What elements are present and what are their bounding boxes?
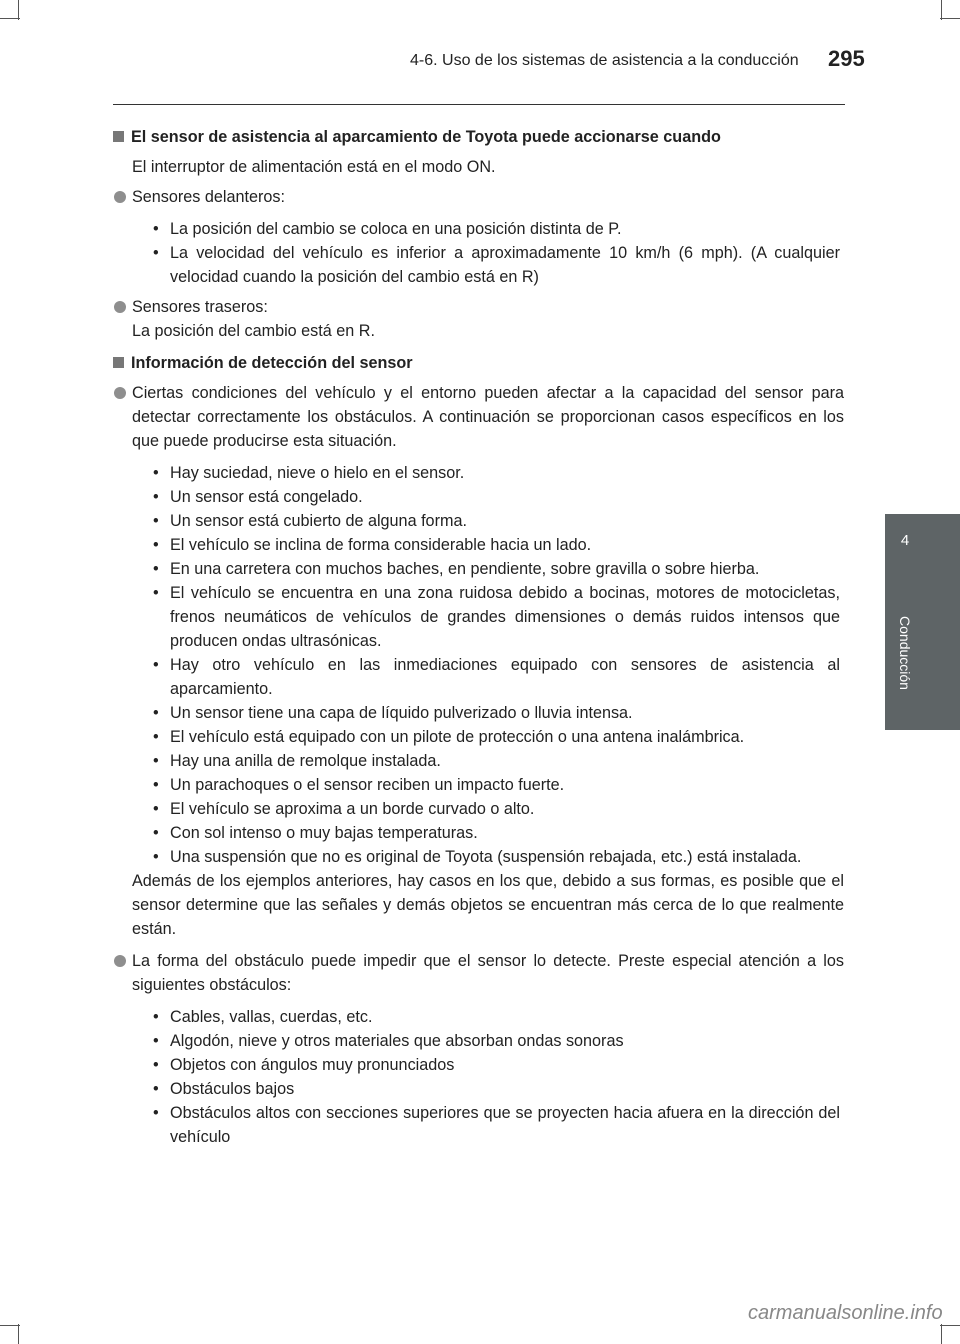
crop-mark [0,18,20,19]
crop-mark [941,1324,942,1344]
crop-mark [18,1324,19,1344]
circle-bullet: La forma del obstáculo puede impedir que el sensor lo detecte. Preste especial atención a los siguientes obstáculos: [113,949,844,997]
list-item: • Con sol intenso o muy bajas temperaturas. [170,821,844,845]
circle-bullet: Sensores traseros: [113,295,844,319]
section-heading: El sensor de asistencia al aparcamiento de Toyota puede accionarse cuando [113,125,844,149]
bullet-list [113,461,844,869]
list-item: • Algodón, nieve y otros materiales que absorban ondas sonoras [170,1029,844,1053]
list-item: • El vehículo se inclina de forma considerable hacia un lado. [170,533,844,557]
list-item: • Un sensor está cubierto de alguna forma. [170,509,844,533]
list-item: • Obstáculos altos con secciones superiores que se proyecten hacia afuera en la dirección del vehículo [170,1101,844,1149]
list-item: • El vehículo está equipado con un pilote de protección o una antena inalámbrica. [170,725,844,749]
header-divider [113,104,845,105]
page-content [113,117,844,1149]
crop-mark [0,1325,20,1326]
list-item: • En una carretera con muchos baches, en pendiente, sobre gravilla o sobre hierba. [170,557,844,581]
chapter-label-text: Conducción [897,616,913,690]
list-item: • Un sensor tiene una capa de líquido pulverizado o lluvia intensa. [170,701,844,725]
list-item: • Hay otro vehículo en las inmediaciones equipado con sensores de asistencia al aparcamiento. [170,653,844,701]
header-title: 4-6. Uso de los sistemas de asistencia a la conducción [410,52,799,69]
paragraph: Además de los ejemplos anteriores, hay casos en los que, debido a sus formas, es posible que el sensor determine que las señales y demás objetos se encuentran más cerca de lo que realmente están. [132,872,844,938]
chapter-side-tab [885,514,960,730]
paragraph: El interruptor de alimentación está en el modo ON. [132,158,496,176]
page-number: 295 [828,46,865,71]
circle-bullet: Ciertas condiciones del vehículo y el entorno pueden afectar a la capacidad del sensor para detectar correctamente los obstáculos. A continuación se proporcionan casos específicos en los que puede producirse esta situación. [113,381,844,453]
circle-bullet: Sensores delanteros: [113,185,844,209]
list-item: • El vehículo se aproxima a un borde curvado o alto. [170,797,844,821]
bullet-list [113,217,844,289]
list-item: • Un parachoques o el sensor reciben un impacto fuerte. [170,773,844,797]
list-item: • Un sensor está congelado. [170,485,844,509]
list-item: • La velocidad del vehículo es inferior a aproximadamente 10 km/h (6 mph). (A cualquier velocidad cuando la posición del cambio está en R) [170,241,844,289]
list-item: • Objetos con ángulos muy pronunciados [170,1053,844,1077]
list-item: • Cables, vallas, cuerdas, etc. [170,1005,844,1029]
list-item: • La posición del cambio se coloca en una posición distinta de P. [170,217,844,241]
chapter-label [895,598,915,708]
paragraph: La posición del cambio está en R. [132,322,375,340]
section-heading: Información de detección del sensor [113,351,844,375]
list-item: • Una suspensión que no es original de Toyota (suspensión rebajada, etc.) está instalada. [170,845,844,869]
list-item: • Hay suciedad, nieve o hielo en el sensor. [170,461,844,485]
chapter-number: 4 [900,532,910,549]
watermark[interactable]: carmanualsonline.info [748,1302,943,1324]
list-item: • El vehículo se encuentra en una zona ruidosa debido a bocinas, motores de motocicletas, frenos neumáticos de vehículos de grandes dimensiones o demás ruidos intensos que producen ondas ultrasónicas. [170,581,844,653]
list-item: • Hay una anilla de remolque instalada. [170,749,844,773]
crop-mark [18,0,19,20]
crop-mark [941,0,942,20]
list-item: • Obstáculos bajos [170,1077,844,1101]
bullet-list [113,1005,844,1149]
crop-mark [940,1325,960,1326]
crop-mark [940,18,960,19]
